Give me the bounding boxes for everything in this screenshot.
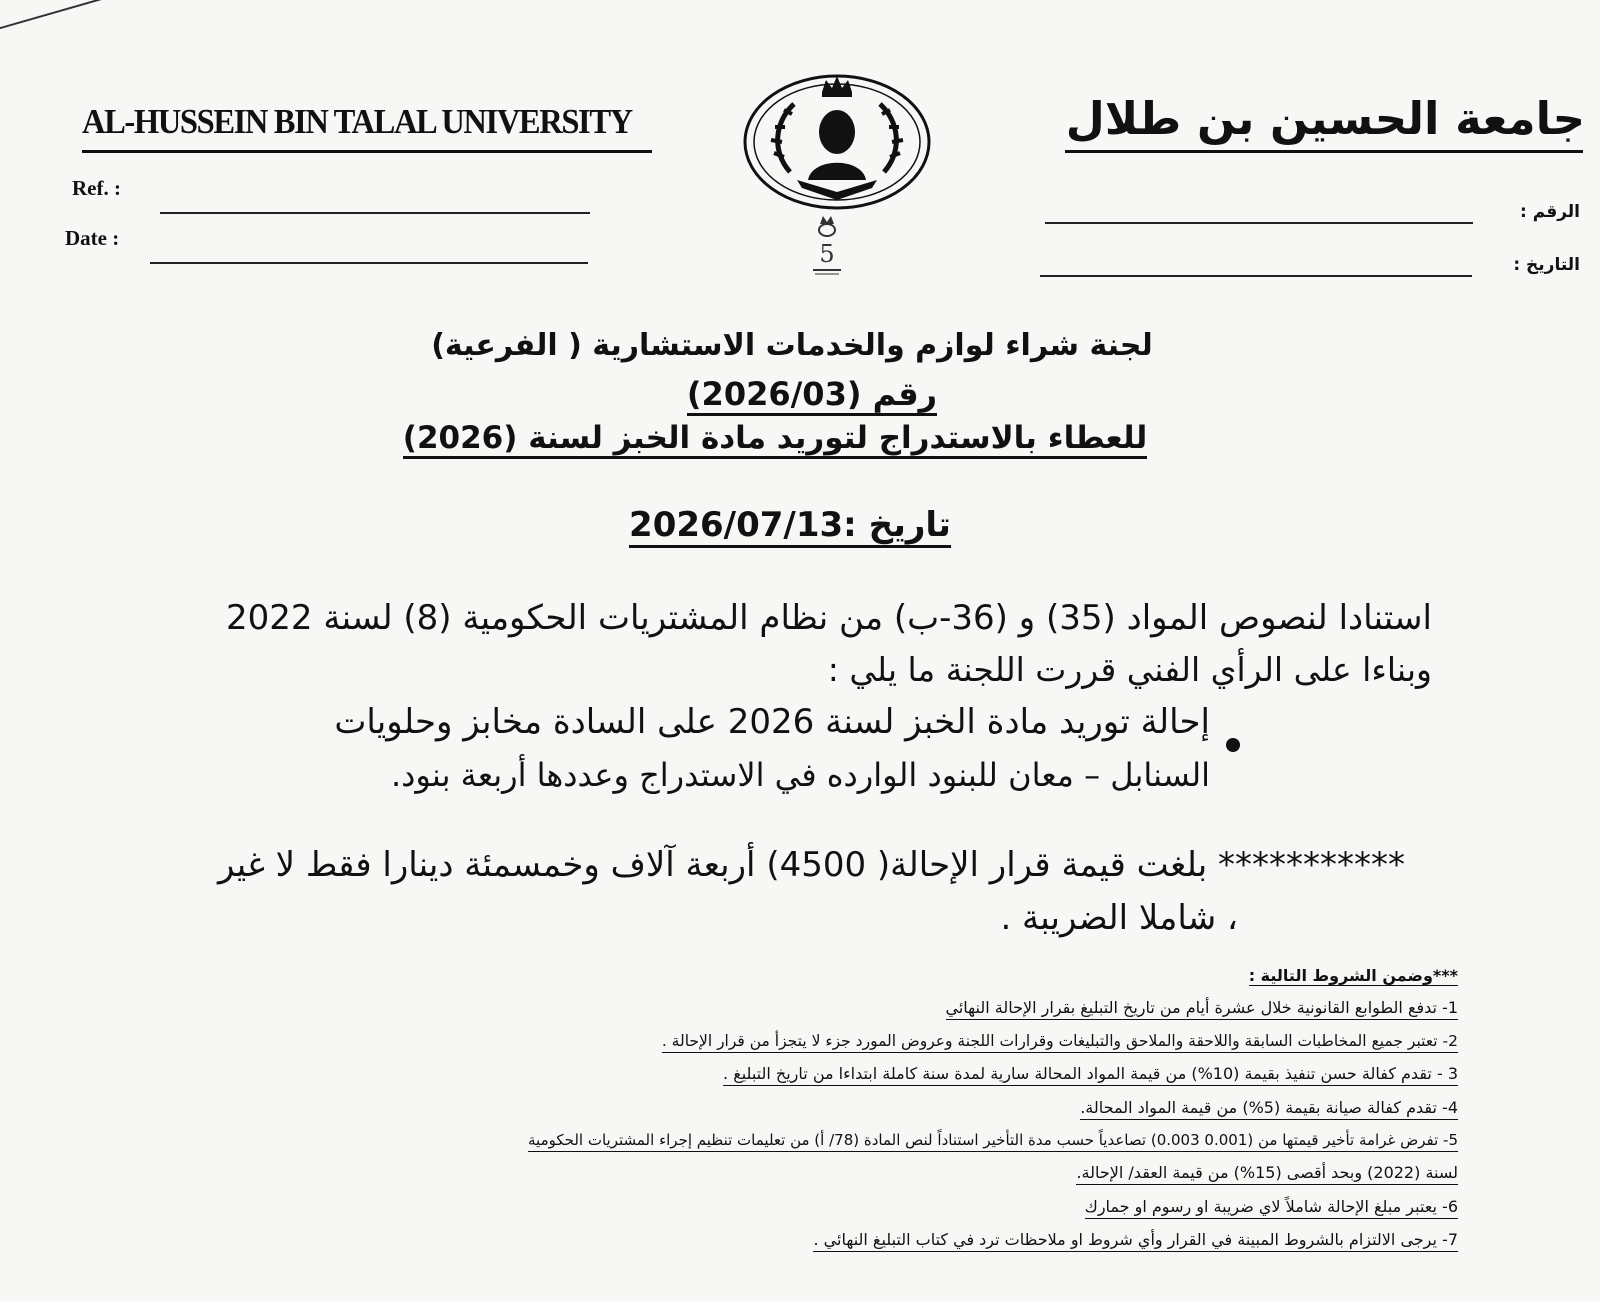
bullet-line-1: إحالة توريد مادة الخبز لسنة 2026 على السادة مخابز وحلويات xyxy=(334,702,1210,742)
header-rule-left xyxy=(82,150,652,153)
condition-item-4: 4- تقدم كفالة صيانة بقيمة (5%) من قيمة المواد المحالة. xyxy=(1080,1097,1458,1120)
committee-title: لجنة شراء لوازم والخدمات الاستشارية ( الفرعية) xyxy=(431,328,1153,363)
value-line-2: ، شاملا الضريبة . xyxy=(1000,898,1238,938)
tender-title xyxy=(0,420,1575,456)
value-line-1: *********** بلغت قيمة قرار الإحالة( 4500) أربعة آلاف وخمسمئة دينارا فقط لا غير xyxy=(218,845,1405,885)
condition-item-5-cont: لسنة (2022) وبحد أقصى (15%) من قيمة العقد/ الإحالة. xyxy=(1076,1162,1458,1185)
university-name-ar: جامعة الحسين بن طلال xyxy=(1065,92,1585,145)
university-name-en: AL-HUSSEIN BIN TALAL UNIVERSITY xyxy=(82,102,632,141)
decision-number xyxy=(12,375,1600,413)
bullet-icon xyxy=(1226,738,1240,752)
date-label-ar: التاريخ : xyxy=(1513,255,1580,275)
condition-item-5: 5- تفرض غرامة تأخير قيمتها من (0.001 0.003) تصاعدياً حسب مدة التأخير استناداً لنص المادة (78/ أ) من تعليمات تنظيم إجراء المشتريات الحكومية xyxy=(528,1129,1458,1152)
date-line xyxy=(150,262,588,264)
decision-date xyxy=(0,505,1590,545)
bullet-line-2: السنابل – معان للبنود الوارده في الاستدراج وعددها أربعة بنود. xyxy=(390,756,1210,794)
tender-title-text: للعطاء بالاستدراج لتوريد مادة الخبز لسنة (2026) xyxy=(403,420,1147,459)
scan-edge-line xyxy=(0,0,202,32)
condition-item-7: 7- يرجى الالتزام بالشروط المبينة في القرار وأي شروط او ملاحظات ترد في كتاب التبليغ النهائي . xyxy=(813,1229,1458,1252)
condition-item-3: 3 - تقدم كفالة حسن تنفيذ بقيمة (10%) من قيمة المواد المحالة سارية لمدة سنة كاملة ابتداءا من تاريخ التبليغ . xyxy=(723,1063,1458,1086)
condition-item-1: 1- تدفع الطوابع القانونية خلال عشرة أيام من تاريخ التبليغ بقرار الإحالة النهائي xyxy=(946,997,1459,1020)
jubilee-emblem-icon xyxy=(805,212,849,280)
ref-label: Ref. : xyxy=(72,176,121,200)
intro-line-2: وبناءا على الرأي الفني قررت اللجنة ما يلي : xyxy=(827,650,1432,689)
conditions-heading: ***وضمن الشروط التالية : xyxy=(1248,966,1458,985)
ref-label-ar: الرقم : xyxy=(1520,202,1580,222)
emblem-number: 5 xyxy=(819,240,835,268)
intro-line-1: استنادا لنصوص المواد (35) و (36-ب) من نظام المشتريات الحكومية (8) لسنة 2022 xyxy=(226,598,1432,638)
ref-line xyxy=(160,212,590,214)
date-line-ar xyxy=(1040,275,1472,277)
decision-number-text: رقم (2026/03) xyxy=(687,375,937,416)
condition-item-2: 2- تعتبر جميع المخاطبات السابقة واللاحقة والملاحق والتبليغات وقرارات اللجنة وعروض المورد جزء لا يتجزأ من قرار الإحالة . xyxy=(662,1030,1458,1053)
university-seal-icon xyxy=(742,62,932,212)
decision-date-text: تاريخ :2026/07/13 xyxy=(629,505,951,548)
header-rule-right xyxy=(1065,150,1583,153)
ref-line-ar xyxy=(1045,222,1473,224)
condition-item-6: 6- يعتبر مبلغ الإحالة شاملاً لاي ضريبة او رسوم او جمارك xyxy=(1085,1196,1458,1219)
date-label: Date : xyxy=(65,226,120,250)
